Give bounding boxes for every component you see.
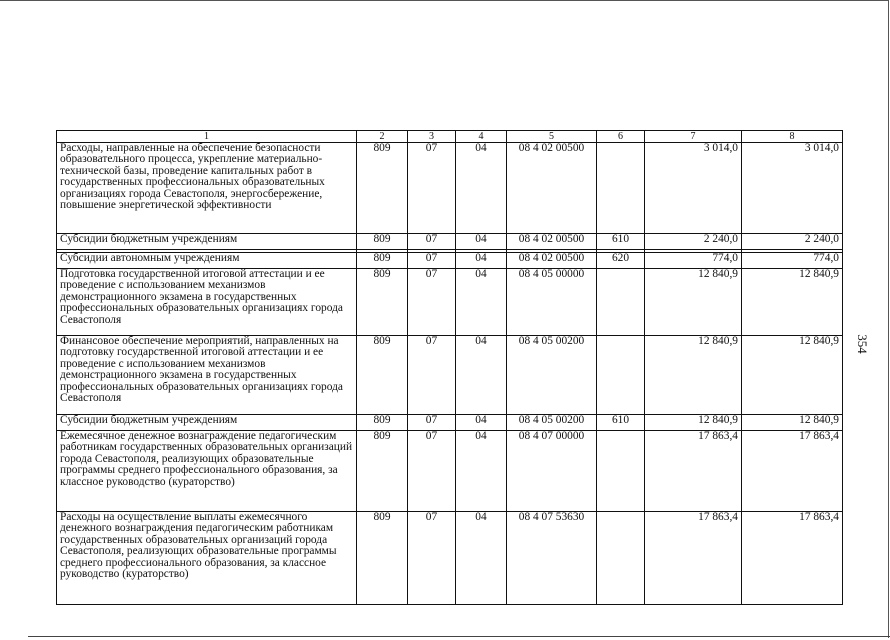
row-c6: 620 (597, 253, 645, 269)
row-name: Субсидии бюджетным учреждениям (57, 234, 357, 250)
row-c8: 2 240,0 (742, 234, 843, 250)
row-c2: 809 (357, 253, 408, 269)
column-header-4: 4 (456, 131, 507, 143)
column-header-3: 3 (408, 131, 456, 143)
row-c8: 17 863,4 (742, 512, 843, 605)
row-c6 (597, 512, 645, 605)
row-c2: 809 (357, 143, 408, 234)
row-c5: 08 4 02 00500 (507, 253, 597, 269)
row-c5: 08 4 07 53630 (507, 512, 597, 605)
row-c4: 04 (456, 269, 507, 336)
row-c4: 04 (456, 253, 507, 269)
row-c7: 17 863,4 (645, 512, 742, 605)
row-name: Финансовое обеспечение мероприятий, направленных на подготовку государственной итоговой аттестации и ее проведение с использованием механизмов демонстрационного экзамена в государственных профессиональных образовательных организациях города Севастополя (57, 336, 357, 415)
page-number: 354 (855, 334, 870, 354)
row-name: Расходы на осуществление выплаты ежемесячного денежного вознаграждения педагогическим работникам государственных образовательных организаций города Севастополя, реализующих образовательные программы среднего профессионального образования, за классное руководство (кураторство) (57, 512, 357, 605)
row-c8: 3 014,0 (742, 143, 843, 234)
row-c7: 774,0 (645, 253, 742, 269)
row-c3: 07 (408, 269, 456, 336)
budget-table (56, 130, 843, 605)
row-c7: 12 840,9 (645, 415, 742, 431)
row-name: Подготовка государственной итоговой аттестации и ее проведение с использованием механизмов демонстрационного экзамена в государственных профессиональных образовательных организациях города Севастополя (57, 269, 357, 336)
row-c3: 07 (408, 143, 456, 234)
table-row (57, 336, 843, 415)
table-row (57, 415, 843, 431)
row-c5: 08 4 02 00500 (507, 143, 597, 234)
row-c5: 08 4 02 00500 (507, 234, 597, 250)
row-c3: 07 (408, 431, 456, 512)
row-c7: 12 840,9 (645, 336, 742, 415)
row-c2: 809 (357, 431, 408, 512)
row-name: Расходы, направленные на обеспечение безопасности образовательного процесса, укрепление материально-технической базы, проведение капитальных работ в государственных профессиональных образовательных организациях города Севастополя, энергосбережение, повышение энергетической эффективности (57, 143, 357, 234)
row-c3: 07 (408, 336, 456, 415)
table-row (57, 234, 843, 250)
row-c2: 809 (357, 234, 408, 250)
column-header-1: 1 (57, 131, 357, 143)
header-row (57, 131, 843, 143)
column-header-2: 2 (357, 131, 408, 143)
row-c8: 12 840,9 (742, 336, 843, 415)
row-c3: 07 (408, 512, 456, 605)
row-c2: 809 (357, 336, 408, 415)
row-c2: 809 (357, 415, 408, 431)
row-name: Ежемесячное денежное вознаграждение педагогическим работникам государственных образовательных организаций города Севастополя, реализующих образовательные программы среднего профессионального образования, за классное руководство (кураторство) (57, 431, 357, 512)
row-c6: 610 (597, 234, 645, 250)
row-c4: 04 (456, 143, 507, 234)
row-c4: 04 (456, 336, 507, 415)
row-c3: 07 (408, 234, 456, 250)
row-c5: 08 4 05 00000 (507, 269, 597, 336)
row-c6: 610 (597, 415, 645, 431)
row-c6 (597, 143, 645, 234)
table-row (57, 431, 843, 512)
row-c7: 12 840,9 (645, 269, 742, 336)
row-c7: 17 863,4 (645, 431, 742, 512)
row-c4: 04 (456, 234, 507, 250)
row-name: Субсидии автономным учреждениям (57, 253, 357, 269)
row-c5: 08 4 05 00200 (507, 415, 597, 431)
row-c4: 04 (456, 512, 507, 605)
row-c2: 809 (357, 512, 408, 605)
column-header-8: 8 (742, 131, 843, 143)
row-name: Субсидии бюджетным учреждениям (57, 415, 357, 431)
row-c7: 2 240,0 (645, 234, 742, 250)
row-c2: 809 (357, 269, 408, 336)
row-c6 (597, 336, 645, 415)
table-row (57, 512, 843, 605)
row-c3: 07 (408, 253, 456, 269)
row-c8: 17 863,4 (742, 431, 843, 512)
row-c3: 07 (408, 415, 456, 431)
table-row (57, 269, 843, 336)
bottom-rule (28, 636, 890, 637)
column-header-7: 7 (645, 131, 742, 143)
row-c6 (597, 431, 645, 512)
row-c4: 04 (456, 431, 507, 512)
row-c6 (597, 269, 645, 336)
column-header-6: 6 (597, 131, 645, 143)
row-c4: 04 (456, 415, 507, 431)
row-c8: 774,0 (742, 253, 843, 269)
row-c5: 08 4 07 00000 (507, 431, 597, 512)
row-c5: 08 4 05 00200 (507, 336, 597, 415)
row-c7: 3 014,0 (645, 143, 742, 234)
table-row (57, 253, 843, 269)
table-row (57, 143, 843, 234)
row-c8: 12 840,9 (742, 269, 843, 336)
column-header-5: 5 (507, 131, 597, 143)
row-c8: 12 840,9 (742, 415, 843, 431)
